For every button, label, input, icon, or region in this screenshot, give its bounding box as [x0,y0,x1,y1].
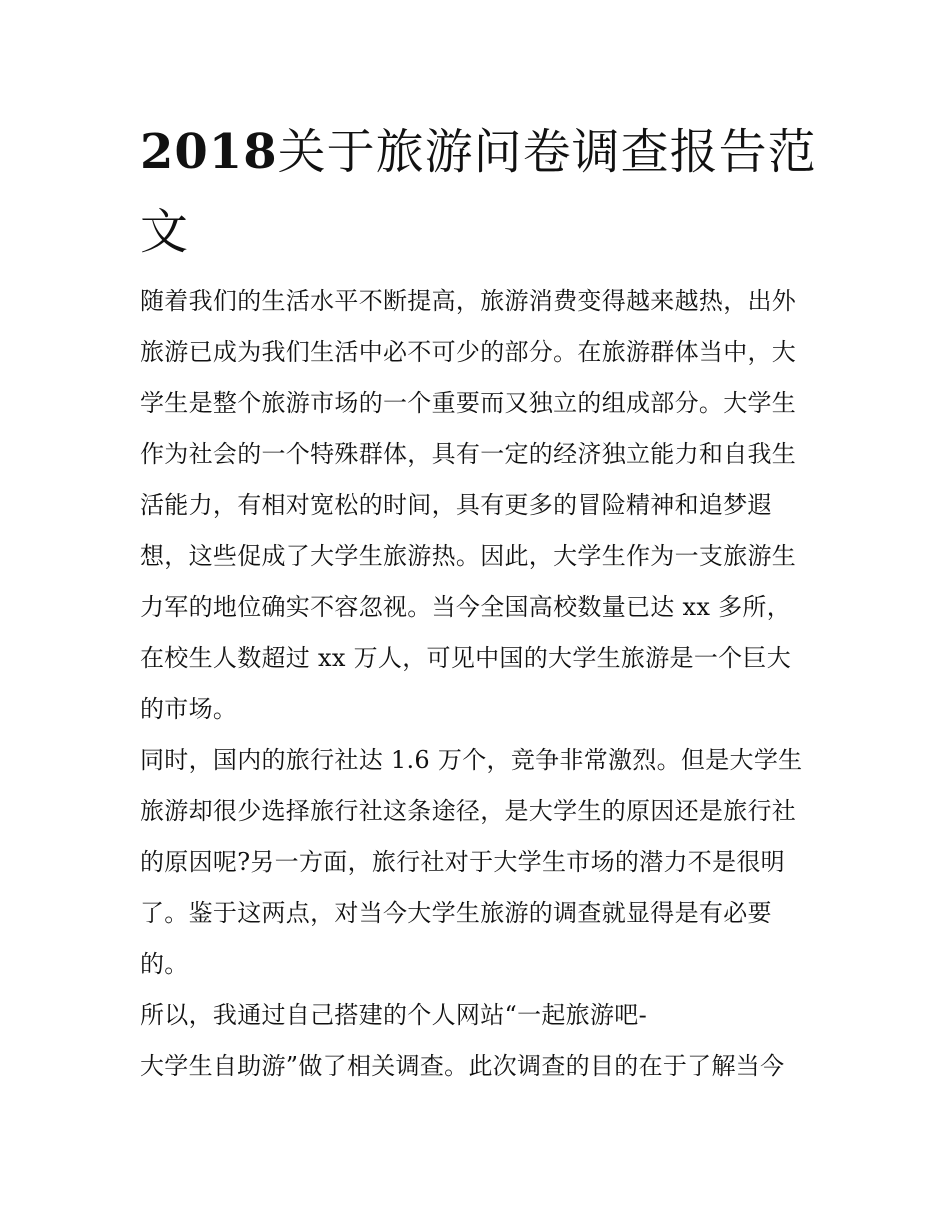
body-line: 旅游已成为我们生活中必不可少的部分。在旅游群体当中，大 [140,338,797,366]
body-line: 的市场。 [140,695,238,723]
title-text-line-1: 关于旅游问卷调查报告范 [277,124,817,180]
body-line: 活能力，有相对宽松的时间，具有更多的冒险精神和追梦遐 [140,491,772,519]
body-line: 力军的地位确实不容忽视。当今全国高校数量已达 xx 多所， [140,593,792,621]
body-line: 了。鉴于这两点，对当今大学生旅游的调查就显得是有必要 [140,899,772,927]
title-year: 2018 [140,124,278,180]
document-body [140,276,820,1092]
body-line: 学生是整个旅游市场的一个重要而又独立的组成部分。大学生 [140,389,797,417]
body-line: 同时，国内的旅行社达 1.6 万个，竞争非常激烈。但是大学生 [140,746,803,774]
document-title [140,112,820,272]
body-line: 想，这些促成了大学生旅游热。因此，大学生作为一支旅游生 [140,542,797,570]
body-line: 的原因呢?另一方面，旅行社对于大学生市场的潜力不是很明 [140,848,785,876]
body-line: 随着我们的生活水平不断提高，旅游消费变得越来越热，出外 [140,287,797,315]
body-line: 在校生人数超过 xx 万人，可见中国的大学生旅游是一个巨大 [140,644,792,672]
body-line: 作为社会的一个特殊群体，具有一定的经济独立能力和自我生 [140,440,797,468]
body-line: 所以，我通过自己搭建的个人网站“一起旅游吧- [140,1001,647,1029]
body-line: 的。 [140,950,189,978]
body-line: 旅游却很少选择旅行社这条途径，是大学生的原因还是旅行社 [140,797,797,825]
title-text-line-2: 文 [140,204,190,260]
body-line: 大学生自助游”做了相关调查。此次调查的目的在于了解当今 [140,1052,785,1080]
